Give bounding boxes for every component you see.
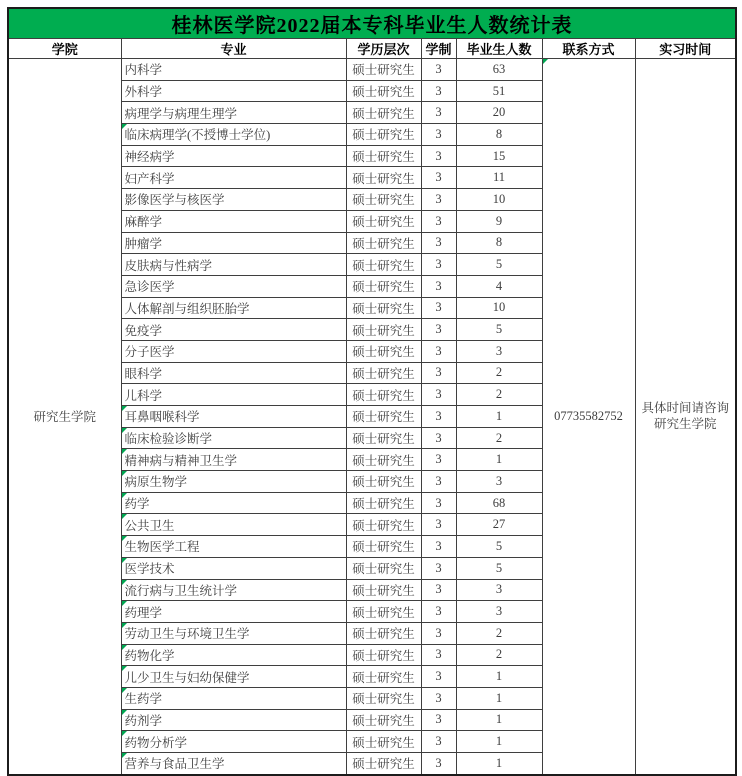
duration-cell: 3	[421, 384, 456, 406]
level-cell: 硕士研究生	[346, 124, 421, 146]
major-cell: 外科学	[121, 80, 346, 102]
title-row	[8, 8, 736, 39]
count-cell: 2	[456, 622, 542, 644]
duration-cell: 3	[421, 362, 456, 384]
duration-cell: 3	[421, 471, 456, 493]
duration-cell: 3	[421, 189, 456, 211]
level-cell: 硕士研究生	[346, 666, 421, 688]
college-cell: 研究生学院	[8, 59, 121, 775]
duration-cell: 3	[421, 666, 456, 688]
count-cell: 5	[456, 254, 542, 276]
count-cell: 15	[456, 145, 542, 167]
count-cell: 8	[456, 124, 542, 146]
major-cell: 劳动卫生与环境卫生学	[121, 622, 346, 644]
major-cell: 生药学	[121, 687, 346, 709]
level-cell: 硕士研究生	[346, 189, 421, 211]
major-cell: 病原生物学	[121, 471, 346, 493]
col-header-college: 学院	[8, 39, 121, 59]
duration-cell: 3	[421, 80, 456, 102]
count-cell: 9	[456, 210, 542, 232]
level-cell: 硕士研究生	[346, 275, 421, 297]
major-cell: 内科学	[121, 59, 346, 81]
duration-cell: 3	[421, 644, 456, 666]
count-cell: 4	[456, 275, 542, 297]
major-cell: 流行病与卫生统计学	[121, 579, 346, 601]
level-cell: 硕士研究生	[346, 687, 421, 709]
level-cell: 硕士研究生	[346, 514, 421, 536]
level-cell: 硕士研究生	[346, 102, 421, 124]
graduates-table	[7, 7, 737, 776]
level-cell: 硕士研究生	[346, 232, 421, 254]
count-cell: 1	[456, 731, 542, 753]
duration-cell: 3	[421, 59, 456, 81]
major-cell: 分子医学	[121, 340, 346, 362]
major-cell: 药理学	[121, 601, 346, 623]
count-cell: 3	[456, 340, 542, 362]
internship-cell	[635, 59, 736, 775]
col-header-major: 专业	[121, 39, 346, 59]
major-cell: 儿少卫生与妇幼保健学	[121, 666, 346, 688]
level-cell: 硕士研究生	[346, 731, 421, 753]
major-cell: 营养与食品卫生学	[121, 753, 346, 775]
count-cell: 5	[456, 557, 542, 579]
count-cell: 20	[456, 102, 542, 124]
level-cell: 硕士研究生	[346, 406, 421, 428]
duration-cell: 3	[421, 275, 456, 297]
col-header-count: 毕业生人数	[456, 39, 542, 59]
count-cell: 5	[456, 319, 542, 341]
major-cell: 耳鼻咽喉科学	[121, 406, 346, 428]
level-cell: 硕士研究生	[346, 145, 421, 167]
count-cell: 51	[456, 80, 542, 102]
level-cell: 硕士研究生	[346, 59, 421, 81]
level-cell: 硕士研究生	[346, 362, 421, 384]
major-cell: 医学技术	[121, 557, 346, 579]
count-cell: 1	[456, 753, 542, 775]
major-cell: 神经病学	[121, 145, 346, 167]
duration-cell: 3	[421, 731, 456, 753]
col-header-level: 学历层次	[346, 39, 421, 59]
major-cell: 病理学与病理生理学	[121, 102, 346, 124]
major-cell: 影像医学与核医学	[121, 189, 346, 211]
major-cell: 生物医学工程	[121, 536, 346, 558]
level-cell: 硕士研究生	[346, 167, 421, 189]
duration-cell: 3	[421, 319, 456, 341]
major-cell: 药剂学	[121, 709, 346, 731]
level-cell: 硕士研究生	[346, 536, 421, 558]
level-cell: 硕士研究生	[346, 297, 421, 319]
level-cell: 硕士研究生	[346, 601, 421, 623]
duration-cell: 3	[421, 145, 456, 167]
col-header-internship: 实习时间	[635, 39, 736, 59]
level-cell: 硕士研究生	[346, 753, 421, 775]
duration-cell: 3	[421, 579, 456, 601]
duration-cell: 3	[421, 167, 456, 189]
major-cell: 临床病理学(不授博士学位)	[121, 124, 346, 146]
count-cell: 2	[456, 384, 542, 406]
header-row	[8, 39, 736, 59]
count-cell: 10	[456, 189, 542, 211]
major-cell: 麻醉学	[121, 210, 346, 232]
count-cell: 2	[456, 362, 542, 384]
count-cell: 10	[456, 297, 542, 319]
count-cell: 2	[456, 427, 542, 449]
level-cell: 硕士研究生	[346, 384, 421, 406]
level-cell: 硕士研究生	[346, 319, 421, 341]
duration-cell: 3	[421, 753, 456, 775]
count-cell: 5	[456, 536, 542, 558]
count-cell: 1	[456, 709, 542, 731]
col-header-contact: 联系方式	[542, 39, 635, 59]
duration-cell: 3	[421, 601, 456, 623]
duration-cell: 3	[421, 449, 456, 471]
level-cell: 硕士研究生	[346, 427, 421, 449]
level-cell: 硕士研究生	[346, 492, 421, 514]
count-cell: 1	[456, 406, 542, 428]
duration-cell: 3	[421, 102, 456, 124]
duration-cell: 3	[421, 622, 456, 644]
count-cell: 1	[456, 666, 542, 688]
count-cell: 2	[456, 644, 542, 666]
duration-cell: 3	[421, 406, 456, 428]
level-cell: 硕士研究生	[346, 709, 421, 731]
table-row	[8, 59, 736, 81]
duration-cell: 3	[421, 340, 456, 362]
duration-cell: 3	[421, 536, 456, 558]
count-cell: 3	[456, 471, 542, 493]
level-cell: 硕士研究生	[346, 340, 421, 362]
duration-cell: 3	[421, 210, 456, 232]
duration-cell: 3	[421, 232, 456, 254]
major-cell: 皮肤病与性病学	[121, 254, 346, 276]
level-cell: 硕士研究生	[346, 579, 421, 601]
count-cell: 1	[456, 449, 542, 471]
level-cell: 硕士研究生	[346, 622, 421, 644]
duration-cell: 3	[421, 514, 456, 536]
major-cell: 药物分析学	[121, 731, 346, 753]
major-cell: 人体解剖与组织胚胎学	[121, 297, 346, 319]
duration-cell: 3	[421, 297, 456, 319]
major-cell: 临床检验诊断学	[121, 427, 346, 449]
duration-cell: 3	[421, 557, 456, 579]
count-cell: 8	[456, 232, 542, 254]
level-cell: 硕士研究生	[346, 210, 421, 232]
major-cell: 免疫学	[121, 319, 346, 341]
count-cell: 68	[456, 492, 542, 514]
duration-cell: 3	[421, 254, 456, 276]
level-cell: 硕士研究生	[346, 471, 421, 493]
level-cell: 硕士研究生	[346, 644, 421, 666]
count-cell: 1	[456, 687, 542, 709]
major-cell: 精神病与精神卫生学	[121, 449, 346, 471]
major-cell: 妇产科学	[121, 167, 346, 189]
page-title: 桂林医学院2022届本专科毕业生人数统计表	[8, 8, 736, 39]
col-header-duration: 学制	[421, 39, 456, 59]
level-cell: 硕士研究生	[346, 254, 421, 276]
major-cell: 急诊医学	[121, 275, 346, 297]
major-cell: 眼科学	[121, 362, 346, 384]
contact-cell: 07735582752	[542, 59, 635, 775]
level-cell: 硕士研究生	[346, 449, 421, 471]
major-cell: 药学	[121, 492, 346, 514]
major-cell: 公共卫生	[121, 514, 346, 536]
count-cell: 11	[456, 167, 542, 189]
count-cell: 63	[456, 59, 542, 81]
internship-note: 具体时间请咨询研究生学院	[641, 401, 730, 432]
count-cell: 27	[456, 514, 542, 536]
duration-cell: 3	[421, 492, 456, 514]
major-cell: 药物化学	[121, 644, 346, 666]
level-cell: 硕士研究生	[346, 80, 421, 102]
major-cell: 肿瘤学	[121, 232, 346, 254]
count-cell: 3	[456, 579, 542, 601]
major-cell: 儿科学	[121, 384, 346, 406]
count-cell: 3	[456, 601, 542, 623]
level-cell: 硕士研究生	[346, 557, 421, 579]
duration-cell: 3	[421, 124, 456, 146]
duration-cell: 3	[421, 427, 456, 449]
duration-cell: 3	[421, 709, 456, 731]
duration-cell: 3	[421, 687, 456, 709]
